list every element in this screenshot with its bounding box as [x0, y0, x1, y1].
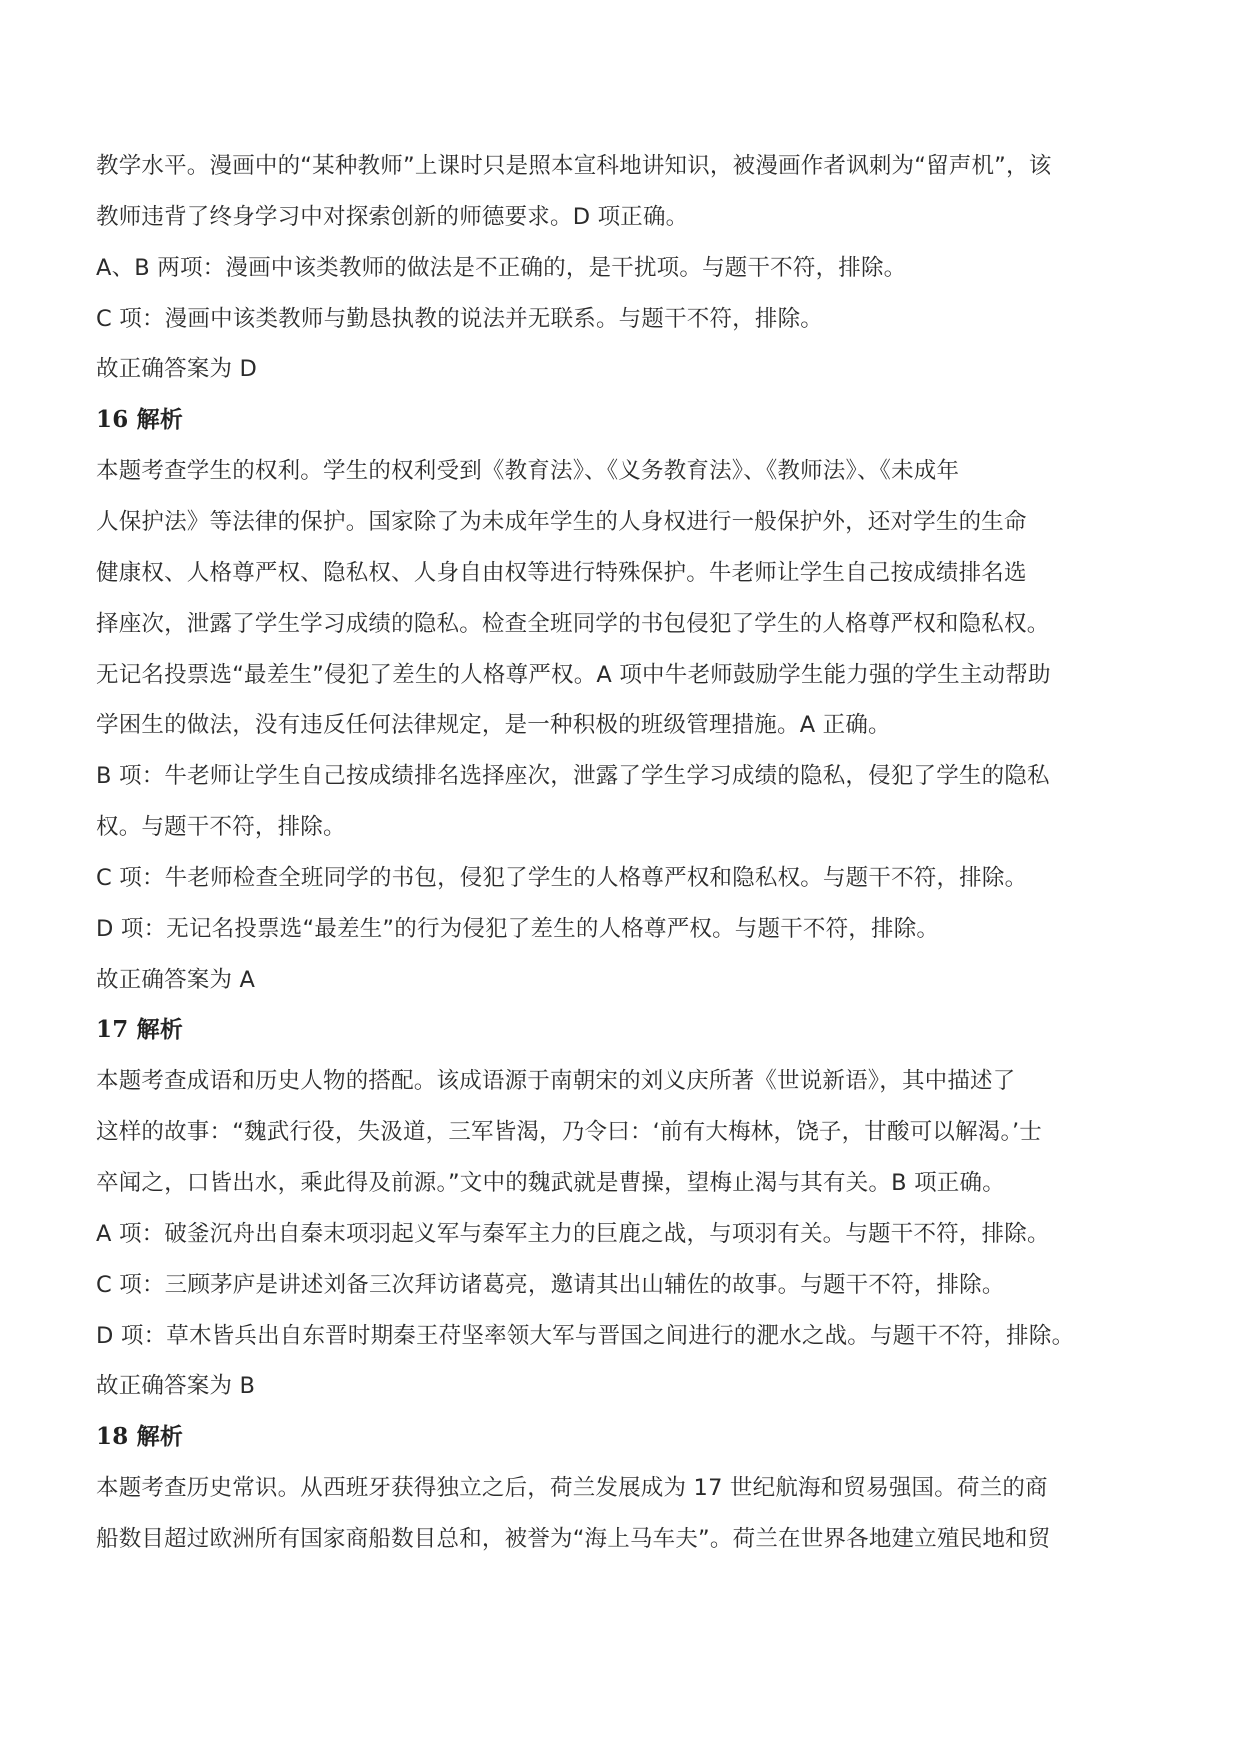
text-line: 本题考查学生的权利。学生的权利受到《教育法》、《义务教育法》、《教师法》、《未成年: [96, 458, 960, 484]
text-line: 这样的故事：“魏武行役，失汲道，三军皆渴，乃令曰：‘前有大梅林，饶子，甘酸可以解渴。’士: [96, 1119, 1043, 1145]
text-line: 教学水平。漫画中的“某种教师”上课时只是照本宣科地讲知识，被漫画作者讽刺为“留声机”，该: [96, 153, 1052, 179]
text-line: 船数目超过欧洲所有国家商船数目总和，被誉为“海上马车夫”。荷兰在世界各地建立殖民地和贸: [96, 1526, 1051, 1552]
text-line: 健康权、人格尊严权、隐私权、人身自由权等进行特殊保护。牛老师让学生自己按成绩排名选: [96, 560, 1027, 586]
text-line: B 项：牛老师让学生自己按成绩排名选择座次，泄露了学生学习成绩的隐私，侵犯了学生的隐私: [96, 763, 1050, 789]
section-heading: 17 解析: [96, 1016, 184, 1043]
text-line: 故正确答案为 A: [96, 967, 256, 993]
section-heading: 18 解析: [96, 1423, 184, 1450]
text-line: D 项：无记名投票选“最差生”的行为侵犯了差生的人格尊严权。与题干不符，排除。: [96, 916, 940, 942]
text-line: 学困生的做法，没有违反任何法律规定，是一种积极的班级管理措施。A 正确。: [96, 712, 891, 738]
text-line: C 项：牛老师检查全班同学的书包，侵犯了学生的人格尊严权和隐私权。与题干不符，排除。: [96, 865, 1028, 891]
text-line: 择座次，泄露了学生学习成绩的隐私。检查全班同学的书包侵犯了学生的人格尊严权和隐私权。: [96, 611, 1050, 637]
text-line: C 项：漫画中该类教师与勤恳执教的说法并无联系。与题干不符，排除。: [96, 306, 823, 332]
text-line: 人保护法》等法律的保护。国家除了为未成年学生的人身权进行一般保护外，还对学生的生命: [96, 509, 1027, 535]
text-line: 无记名投票选“最差生”侵犯了差生的人格尊严权。A 项中牛老师鼓励学生能力强的学生主动帮助: [96, 662, 1051, 688]
text-line: 卒闻之，口皆出水，乘此得及前源。”文中的魏武就是曹操，望梅止渴与其有关。B 项正确。: [96, 1170, 1005, 1196]
text-line: A 项：破釜沉舟出自秦末项羽起义军与秦军主力的巨鹿之战，与项羽有关。与题干不符，排除。: [96, 1221, 1050, 1247]
text-line: 教师违背了终身学习中对探索创新的师德要求。D 项正确。: [96, 204, 689, 230]
text-line: 权。与题干不符，排除。: [96, 814, 346, 840]
text-line: A、B 两项：漫画中该类教师的做法是不正确的，是干扰项。与题干不符，排除。: [96, 255, 907, 281]
text-line: 故正确答案为 D: [96, 356, 258, 382]
text-line: D 项：草木皆兵出自东晋时期秦王苻坚率领大军与晋国之间进行的淝水之战。与题干不符，排除。: [96, 1323, 1075, 1349]
text-line: 本题考查成语和历史人物的搭配。该成语源于南朝宋的刘义庆所著《世说新语》，其中描述了: [96, 1068, 1016, 1094]
text-line: 故正确答案为 B: [96, 1373, 256, 1399]
section-heading: 16 解析: [96, 406, 184, 433]
text-line: 本题考查历史常识。从西班牙获得独立之后，荷兰发展成为 17 世纪航海和贸易强国。荷兰的商: [96, 1475, 1048, 1501]
text-line: C 项：三顾茅庐是讲述刘备三次拜访诸葛亮，邀请其出山辅佐的故事。与题干不符，排除。: [96, 1272, 1005, 1298]
